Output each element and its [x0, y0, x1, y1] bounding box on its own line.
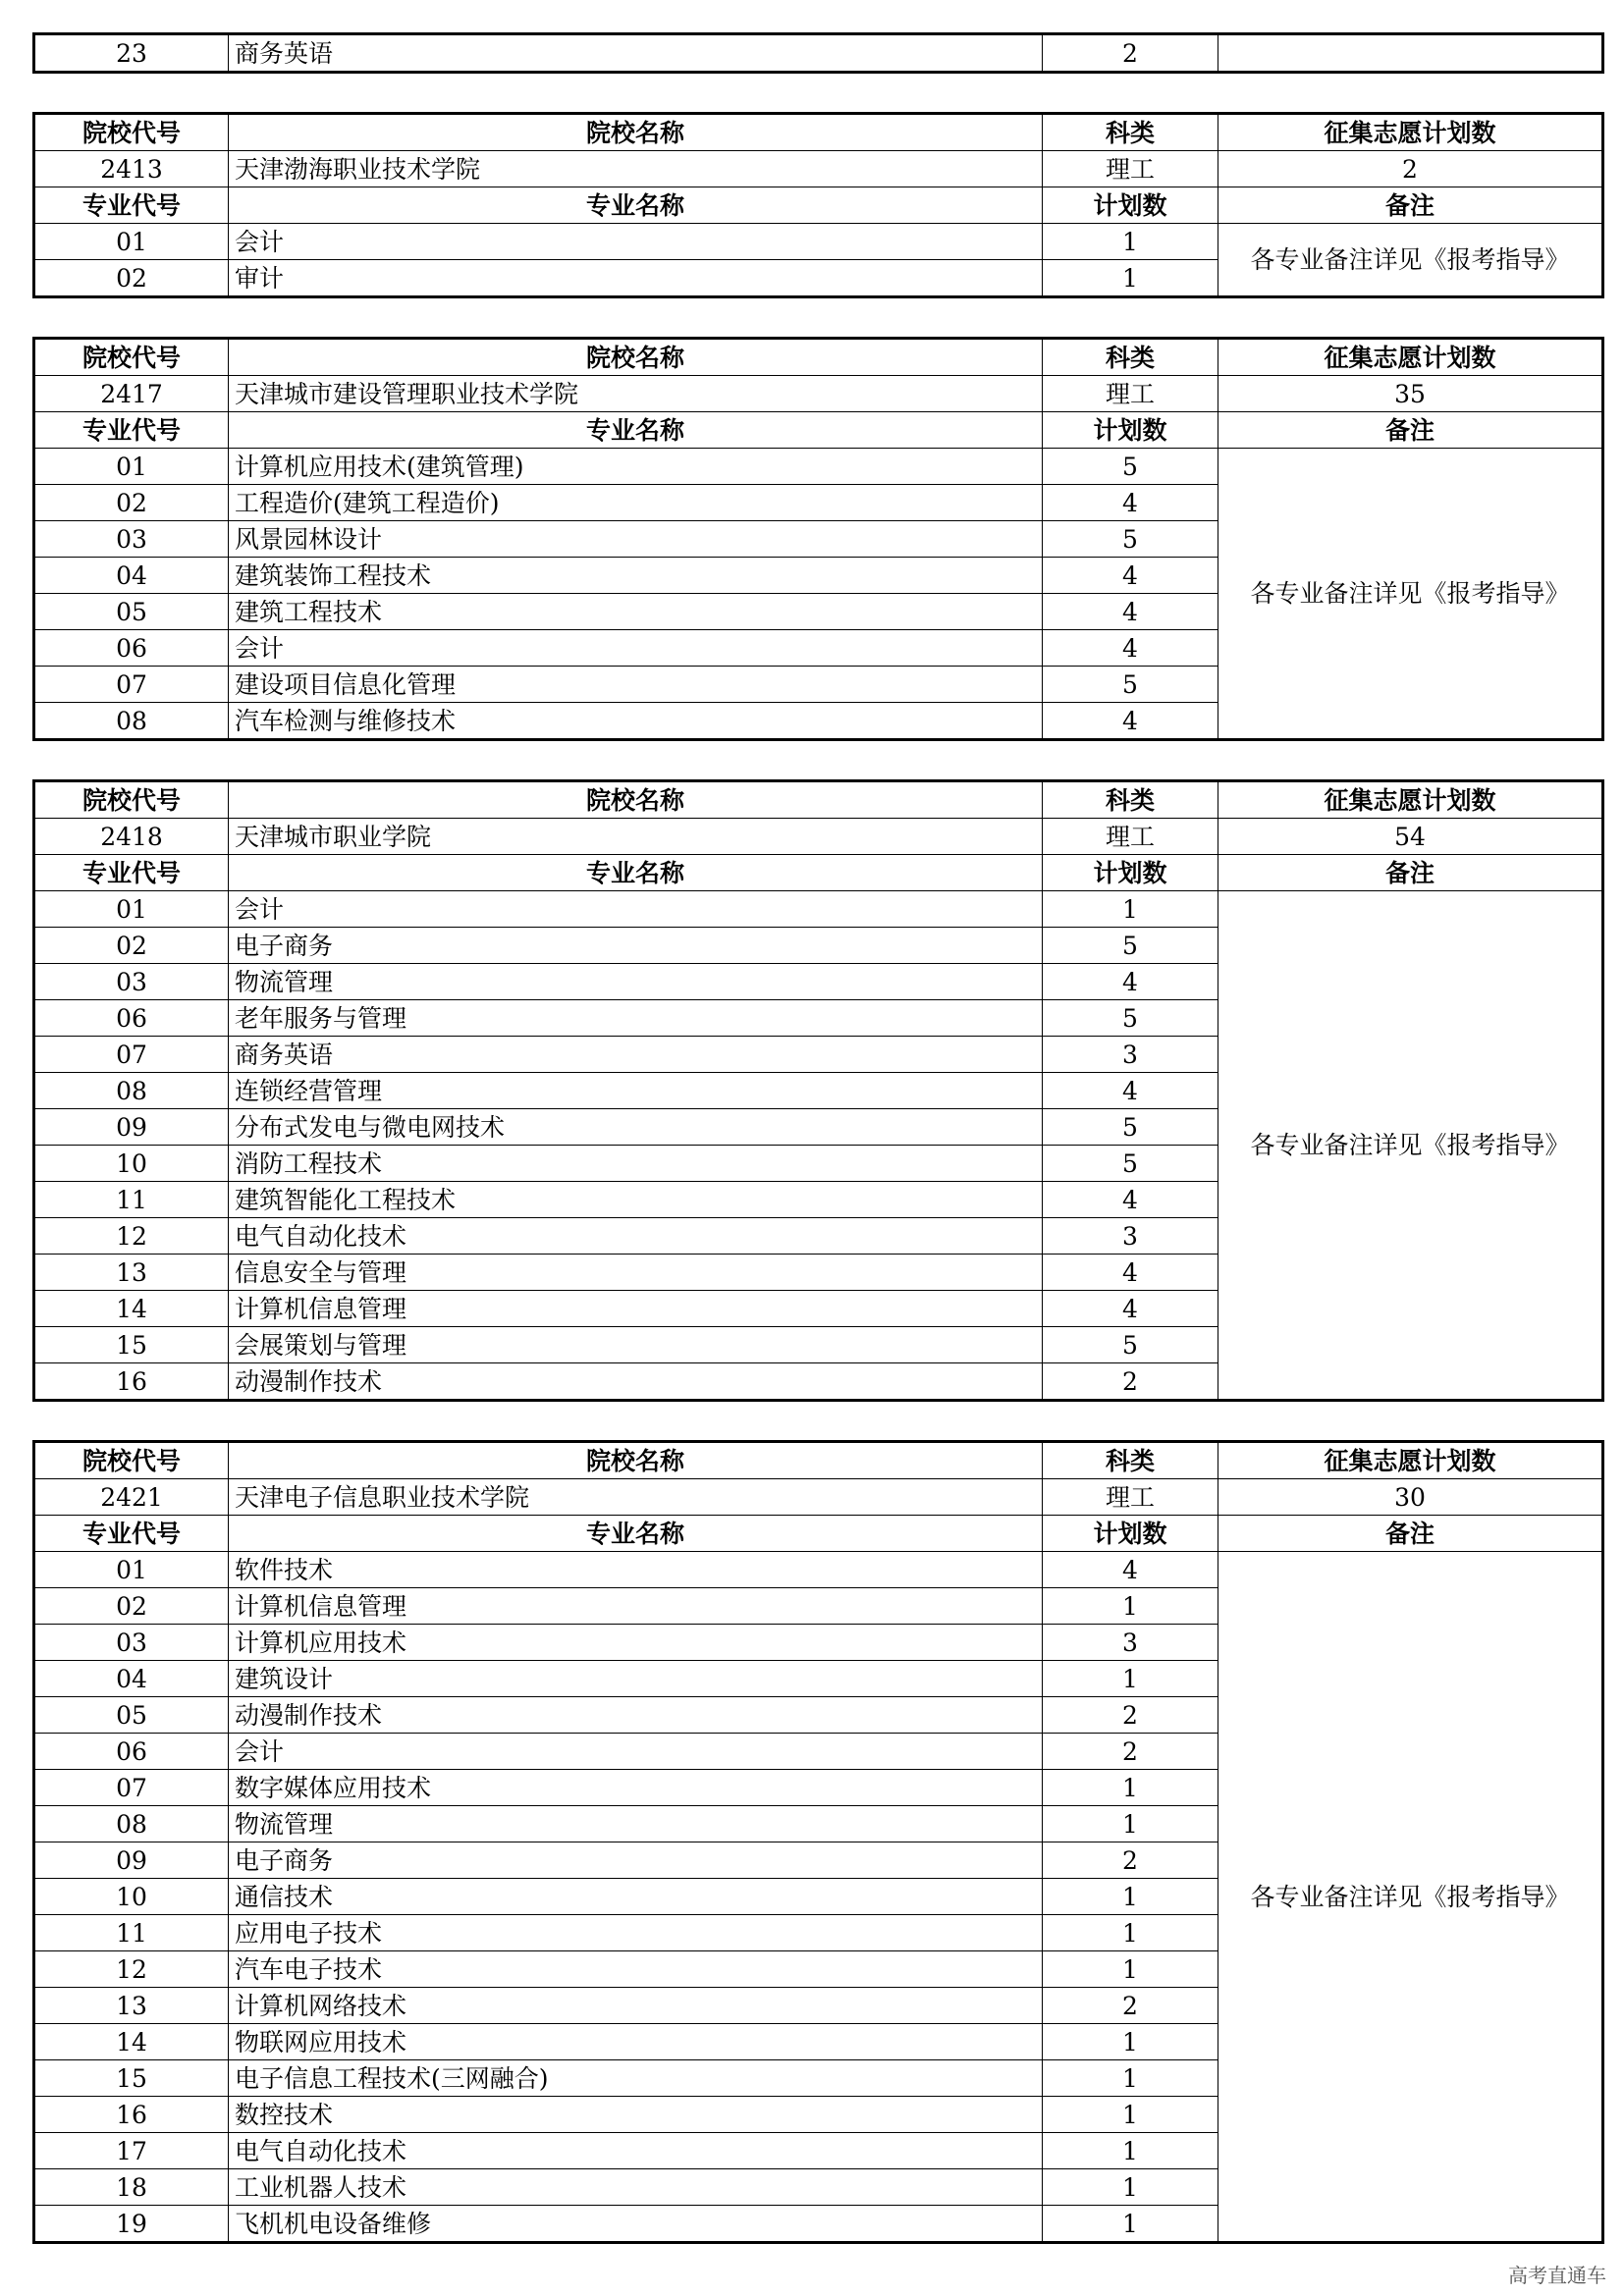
major-plan: 5 [1043, 667, 1218, 703]
major-name: 建筑工程技术 [229, 594, 1043, 630]
plan-total-header: 征集志愿计划数 [1218, 781, 1603, 819]
school-name-header: 院校名称 [229, 339, 1043, 376]
major-name-header: 专业名称 [229, 855, 1043, 891]
table-row [34, 34, 1603, 73]
school-plan-total: 30 [1218, 1479, 1603, 1516]
plan-header: 计划数 [1043, 187, 1218, 224]
major-name: 物联网应用技术 [229, 2024, 1043, 2060]
major-name: 计算机信息管理 [229, 1291, 1043, 1327]
major-name: 建筑智能化工程技术 [229, 1182, 1043, 1218]
major-plan: 1 [1043, 1806, 1218, 1842]
major-code-header: 专业代号 [34, 412, 229, 449]
major-name: 软件技术 [229, 1552, 1043, 1588]
major-code: 12 [34, 1218, 229, 1255]
major-code: 16 [34, 2097, 229, 2133]
major-name: 物流管理 [229, 1806, 1043, 1842]
school-name-header: 院校名称 [229, 1442, 1043, 1479]
major-code: 02 [34, 928, 229, 964]
major-code: 10 [34, 1146, 229, 1182]
school-info-row [34, 819, 1603, 855]
major-code: 01 [34, 1552, 229, 1588]
major-name: 建设项目信息化管理 [229, 667, 1043, 703]
major-name: 动漫制作技术 [229, 1363, 1043, 1401]
major-plan: 2 [1043, 1988, 1218, 2024]
table-row [34, 224, 1603, 260]
major-code: 13 [34, 1988, 229, 2024]
major-name: 风景园林设计 [229, 521, 1043, 558]
school-table [32, 337, 1604, 741]
major-code: 08 [34, 703, 229, 740]
major-code: 02 [34, 1588, 229, 1625]
plan-header: 计划数 [1043, 1516, 1218, 1552]
major-plan: 1 [1043, 2133, 1218, 2169]
major-name: 计算机应用技术(建筑管理) [229, 449, 1043, 485]
major-note [1218, 34, 1603, 73]
major-name: 汽车检测与维修技术 [229, 703, 1043, 740]
major-name: 会计 [229, 891, 1043, 928]
school-name-header: 院校名称 [229, 781, 1043, 819]
major-code: 07 [34, 667, 229, 703]
major-plan: 1 [1043, 2169, 1218, 2206]
major-name: 应用电子技术 [229, 1915, 1043, 1951]
major-plan: 1 [1043, 1879, 1218, 1915]
major-code: 10 [34, 1879, 229, 1915]
major-name-header: 专业名称 [229, 412, 1043, 449]
major-plan: 4 [1043, 1073, 1218, 1109]
major-name: 电气自动化技术 [229, 2133, 1043, 2169]
major-name: 老年服务与管理 [229, 1000, 1043, 1037]
school-category: 理工 [1043, 1479, 1218, 1516]
school-category: 理工 [1043, 376, 1218, 412]
major-plan: 2 [1043, 34, 1218, 73]
major-name: 会计 [229, 630, 1043, 667]
major-plan: 1 [1043, 2097, 1218, 2133]
major-plan: 5 [1043, 1109, 1218, 1146]
note-header: 备注 [1218, 412, 1603, 449]
major-plan: 4 [1043, 1291, 1218, 1327]
block-gap [32, 298, 1601, 337]
major-plan: 1 [1043, 2060, 1218, 2097]
school-code-header: 院校代号 [34, 114, 229, 151]
major-code: 08 [34, 1806, 229, 1842]
major-plan: 4 [1043, 485, 1218, 521]
major-plan: 5 [1043, 449, 1218, 485]
document-body [32, 32, 1601, 2244]
major-plan: 1 [1043, 2206, 1218, 2243]
school-plan-total: 54 [1218, 819, 1603, 855]
block-gap [32, 1402, 1601, 1440]
major-code: 23 [34, 34, 229, 73]
major-name: 电子商务 [229, 928, 1043, 964]
major-plan: 5 [1043, 521, 1218, 558]
major-name-header: 专业名称 [229, 1516, 1043, 1552]
major-name: 电子商务 [229, 1842, 1043, 1879]
plan-header: 计划数 [1043, 855, 1218, 891]
major-code: 19 [34, 2206, 229, 2243]
major-code: 04 [34, 1661, 229, 1697]
major-code: 05 [34, 594, 229, 630]
major-name: 计算机应用技术 [229, 1625, 1043, 1661]
major-plan: 1 [1043, 1661, 1218, 1697]
major-code: 13 [34, 1255, 229, 1291]
major-name: 物流管理 [229, 964, 1043, 1000]
major-name: 计算机网络技术 [229, 1988, 1043, 2024]
major-header-row [34, 187, 1603, 224]
major-header-row [34, 412, 1603, 449]
major-code: 14 [34, 1291, 229, 1327]
major-code: 12 [34, 1951, 229, 1988]
major-code: 03 [34, 1625, 229, 1661]
major-plan: 1 [1043, 1951, 1218, 1988]
major-name: 商务英语 [229, 34, 1043, 73]
major-note: 各专业备注详见《报考指导》 [1218, 891, 1603, 1401]
block-gap [32, 74, 1601, 112]
major-plan: 4 [1043, 1182, 1218, 1218]
school-name: 天津城市建设管理职业技术学院 [229, 376, 1043, 412]
major-plan: 5 [1043, 1000, 1218, 1037]
major-header-row [34, 855, 1603, 891]
table-row [34, 449, 1603, 485]
major-plan: 1 [1043, 891, 1218, 928]
school-code-header: 院校代号 [34, 339, 229, 376]
major-name: 工程造价(建筑工程造价) [229, 485, 1043, 521]
major-code: 05 [34, 1697, 229, 1734]
major-plan: 3 [1043, 1037, 1218, 1073]
major-code: 18 [34, 2169, 229, 2206]
major-code: 06 [34, 1000, 229, 1037]
major-plan: 4 [1043, 558, 1218, 594]
major-code: 01 [34, 224, 229, 260]
major-code: 15 [34, 1327, 229, 1363]
major-code: 03 [34, 521, 229, 558]
major-plan: 4 [1043, 1255, 1218, 1291]
school-code: 2418 [34, 819, 229, 855]
school-code-header: 院校代号 [34, 781, 229, 819]
major-name: 信息安全与管理 [229, 1255, 1043, 1291]
major-plan: 5 [1043, 1146, 1218, 1182]
school-category: 理工 [1043, 151, 1218, 187]
major-plan: 4 [1043, 630, 1218, 667]
major-name: 数控技术 [229, 2097, 1043, 2133]
school-code: 2413 [34, 151, 229, 187]
major-plan: 1 [1043, 260, 1218, 297]
major-name: 数字媒体应用技术 [229, 1770, 1043, 1806]
major-note: 各专业备注详见《报考指导》 [1218, 449, 1603, 740]
school-header-row [34, 114, 1603, 151]
major-name-header: 专业名称 [229, 187, 1043, 224]
major-code: 02 [34, 485, 229, 521]
school-header-row [34, 781, 1603, 819]
major-code: 14 [34, 2024, 229, 2060]
school-info-row [34, 376, 1603, 412]
major-code: 11 [34, 1182, 229, 1218]
note-header: 备注 [1218, 1516, 1603, 1552]
major-plan: 2 [1043, 1842, 1218, 1879]
major-name: 消防工程技术 [229, 1146, 1043, 1182]
category-header: 科类 [1043, 114, 1218, 151]
major-name: 计算机信息管理 [229, 1588, 1043, 1625]
major-code: 09 [34, 1842, 229, 1879]
major-name: 分布式发电与微电网技术 [229, 1109, 1043, 1146]
major-code: 03 [34, 964, 229, 1000]
major-name: 电气自动化技术 [229, 1218, 1043, 1255]
major-code: 08 [34, 1073, 229, 1109]
category-header: 科类 [1043, 1442, 1218, 1479]
note-header: 备注 [1218, 187, 1603, 224]
major-name: 会展策划与管理 [229, 1327, 1043, 1363]
major-plan: 1 [1043, 1770, 1218, 1806]
note-header: 备注 [1218, 855, 1603, 891]
category-header: 科类 [1043, 339, 1218, 376]
school-table [32, 1440, 1604, 2244]
major-name: 商务英语 [229, 1037, 1043, 1073]
table-row [34, 891, 1603, 928]
school-code: 2421 [34, 1479, 229, 1516]
major-code: 02 [34, 260, 229, 297]
school-name-header: 院校名称 [229, 114, 1043, 151]
carryover-table [32, 32, 1604, 74]
major-code: 04 [34, 558, 229, 594]
major-name: 会计 [229, 224, 1043, 260]
major-plan: 4 [1043, 964, 1218, 1000]
school-code: 2417 [34, 376, 229, 412]
major-plan: 2 [1043, 1363, 1218, 1401]
major-code: 06 [34, 630, 229, 667]
school-plan-total: 2 [1218, 151, 1603, 187]
block-gap [32, 741, 1601, 779]
major-name: 动漫制作技术 [229, 1697, 1043, 1734]
major-name: 连锁经营管理 [229, 1073, 1043, 1109]
school-plan-total: 35 [1218, 376, 1603, 412]
category-header: 科类 [1043, 781, 1218, 819]
major-name: 建筑装饰工程技术 [229, 558, 1043, 594]
school-name: 天津城市职业学院 [229, 819, 1043, 855]
major-code: 06 [34, 1734, 229, 1770]
major-code: 11 [34, 1915, 229, 1951]
major-plan: 4 [1043, 1552, 1218, 1588]
school-blocks [32, 74, 1601, 2244]
school-name: 天津渤海职业技术学院 [229, 151, 1043, 187]
plan-header: 计划数 [1043, 412, 1218, 449]
major-note: 各专业备注详见《报考指导》 [1218, 1552, 1603, 2243]
major-plan: 1 [1043, 224, 1218, 260]
major-code: 01 [34, 891, 229, 928]
major-name: 工业机器人技术 [229, 2169, 1043, 2206]
plan-total-header: 征集志愿计划数 [1218, 1442, 1603, 1479]
major-plan: 1 [1043, 2024, 1218, 2060]
major-code-header: 专业代号 [34, 187, 229, 224]
major-plan: 5 [1043, 1327, 1218, 1363]
school-header-row [34, 339, 1603, 376]
major-code: 01 [34, 449, 229, 485]
plan-total-header: 征集志愿计划数 [1218, 114, 1603, 151]
major-name: 建筑设计 [229, 1661, 1043, 1697]
school-header-row [34, 1442, 1603, 1479]
table-row [34, 1552, 1603, 1588]
school-name: 天津电子信息职业技术学院 [229, 1479, 1043, 1516]
major-plan: 3 [1043, 1218, 1218, 1255]
school-category: 理工 [1043, 819, 1218, 855]
major-code-header: 专业代号 [34, 855, 229, 891]
major-code: 15 [34, 2060, 229, 2097]
major-plan: 4 [1043, 594, 1218, 630]
school-info-row [34, 151, 1603, 187]
major-code-header: 专业代号 [34, 1516, 229, 1552]
major-code: 09 [34, 1109, 229, 1146]
major-code: 07 [34, 1037, 229, 1073]
major-plan: 1 [1043, 1915, 1218, 1951]
school-table [32, 112, 1604, 298]
major-plan: 1 [1043, 1588, 1218, 1625]
major-plan: 4 [1043, 703, 1218, 740]
major-code: 16 [34, 1363, 229, 1401]
major-name: 飞机机电设备维修 [229, 2206, 1043, 2243]
major-name: 审计 [229, 260, 1043, 297]
school-info-row [34, 1479, 1603, 1516]
major-name: 汽车电子技术 [229, 1951, 1043, 1988]
major-name: 会计 [229, 1734, 1043, 1770]
major-name: 电子信息工程技术(三网融合) [229, 2060, 1043, 2097]
major-code: 17 [34, 2133, 229, 2169]
major-plan: 3 [1043, 1625, 1218, 1661]
major-plan: 2 [1043, 1697, 1218, 1734]
major-plan: 2 [1043, 1734, 1218, 1770]
major-plan: 5 [1043, 928, 1218, 964]
school-code-header: 院校代号 [34, 1442, 229, 1479]
school-table [32, 779, 1604, 1402]
major-header-row [34, 1516, 1603, 1552]
major-code: 07 [34, 1770, 229, 1806]
watermark: 高考直通车 [1508, 2264, 1606, 2287]
plan-total-header: 征集志愿计划数 [1218, 339, 1603, 376]
major-note: 各专业备注详见《报考指导》 [1218, 224, 1603, 297]
major-name: 通信技术 [229, 1879, 1043, 1915]
